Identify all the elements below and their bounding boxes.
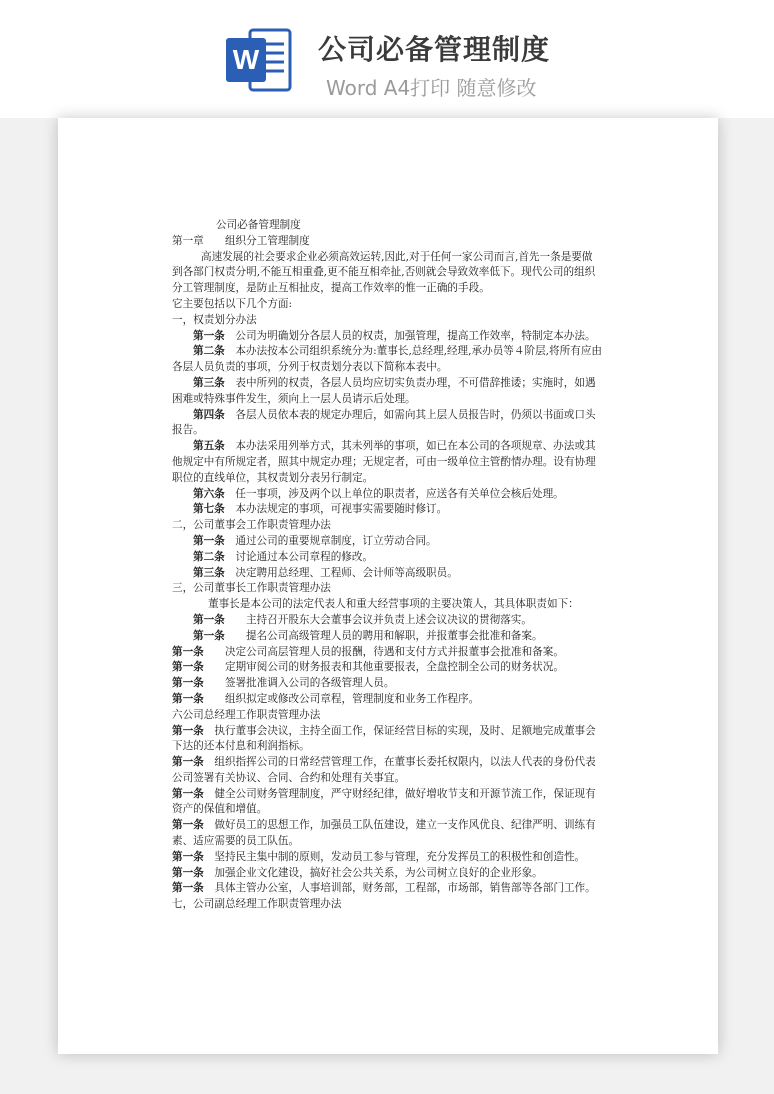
- section-2-articles: [172, 534, 602, 581]
- article-text: 做好员工的思想工作，加强员工队伍建设，建立一支作风优良、纪律严明、训练有素、适应需要的员工队伍。: [172, 819, 596, 848]
- article-item: [172, 329, 602, 345]
- article-label: 第一条: [193, 629, 225, 642]
- intro-paragraph: 高速发展的社会要求企业必须高效运转,因此,对于任何一家公司而言,首先一条是要做到各部门权责分明,不能互相重叠,更不能互相牵扯,否则就会导致效率低下。现代公司的组织分工管理制度，是防止互相扯皮，提高工作效率的惟一正确的手段。: [172, 250, 596, 295]
- article-item: [172, 408, 602, 440]
- article-item: [172, 724, 602, 756]
- article-label: 第五条: [193, 440, 225, 453]
- section-3-articles: [172, 645, 602, 708]
- article-text: 表中所列的权责，各层人员均应切实负责办理，不可借辞推诿；实施时，如遇困难或特殊事件发生，须向上一层人员请示后处理。: [172, 376, 596, 405]
- article-item: [172, 818, 602, 850]
- section-heading: 六公司总经理工作职责管理办法: [172, 708, 321, 721]
- article-item: [172, 755, 602, 787]
- article-text: 具体主管办公室，人事培训部，财务部，工程部，市场部，销售部等各部门工作。: [203, 882, 596, 895]
- chapter-heading: 第一章 组织分工管理制度: [172, 234, 310, 247]
- article-item: [172, 676, 602, 692]
- banner-subtitle: Word A4打印 随意修改: [326, 76, 537, 100]
- article-item: [172, 629, 602, 645]
- article-item: [172, 866, 602, 882]
- article-label: 第三条: [193, 566, 225, 579]
- article-label: 第一条: [172, 645, 204, 658]
- section-intro: 董事长是本公司的法定代表人和重大经营事项的主要决策人，其具体职责如下：: [208, 598, 579, 611]
- article-label: 第一条: [172, 866, 204, 879]
- article-item: [172, 344, 602, 376]
- article-text: 加强企业文化建设，搞好社会公共关系，为公司树立良好的企业形象。: [203, 866, 543, 879]
- article-item: [172, 439, 602, 486]
- article-label: 第一条: [172, 661, 204, 674]
- article-text: 提名公司高级管理人员的聘用和解职，并报董事会批准和备案。: [224, 629, 543, 642]
- article-label: 第一条: [193, 534, 225, 547]
- doc-title: 公司必备管理制度: [216, 219, 301, 231]
- article-item: [172, 850, 602, 866]
- article-text: 通过公司的重要规章制度，订立劳动合同。: [224, 534, 437, 547]
- section-heading: 一，权责划分办法: [172, 313, 257, 326]
- article-label: 第一条: [172, 882, 204, 895]
- article-text: 决定公司高层管理人员的报酬，待遇和支付方式并报董事会批准和备案。: [203, 645, 564, 658]
- article-text: 组织指挥公司的日常经营管理工作，在董事长委托权限内，以法人代表的身份代表公司签署有关协议、合同、合约和处理有关事宜。: [172, 756, 596, 784]
- article-label: 第一条: [172, 677, 204, 690]
- article-label: 第六条: [193, 487, 225, 500]
- section-3-indented-articles: [172, 613, 602, 645]
- article-label: 第一条: [172, 819, 204, 832]
- article-item: [172, 660, 602, 676]
- article-item: [172, 534, 602, 550]
- document-content: [172, 218, 602, 913]
- article-item: [172, 376, 602, 408]
- article-text: 执行董事会决议，主持全面工作，保证经营目标的实现，及时、足额地完成董事会下达的还本付息和利润指标。: [172, 724, 596, 753]
- article-text: 公司为明确划分各层人员的权责，加强管理，提高工作效率，特制定本办法。: [224, 329, 596, 342]
- article-text: 本办法采用列举方式，其未列举的事项，如已在本公司的各项规章、办法或其他规定中有所规定者，照其中规定办理；无规定者，可由一级单位主管酌情办理。设有协理职位的直线单位，其权责划分表另行制定。: [172, 440, 596, 484]
- article-label: 第三条: [193, 376, 225, 389]
- word-icon-letter: W: [232, 44, 260, 75]
- article-text: 本办法规定的事项，可视事实需要随时修订。: [224, 503, 448, 516]
- article-item: [172, 550, 602, 566]
- article-text: 定期审阅公司的财务报表和其他重要报表，全盘控制全公司的财务状况。: [203, 661, 564, 674]
- article-label: 第二条: [193, 550, 225, 563]
- section-heading: 七，公司副总经理工作职责管理办法: [172, 898, 342, 911]
- article-text: 任一事项，涉及两个以上单位的职责者，应送各有关单位会核后处理。: [224, 487, 564, 500]
- article-text: 主持召开股东大会董事会议并负责上述会议决议的贯彻落实。: [224, 613, 532, 626]
- article-item: [172, 566, 602, 582]
- article-item: [172, 692, 602, 708]
- article-label: 第四条: [193, 408, 225, 421]
- article-label: 第一条: [193, 613, 225, 626]
- article-label: 第一条: [172, 787, 204, 800]
- article-label: 第一条: [193, 329, 225, 342]
- section-heading: 二，公司董事会工作职责管理办法: [172, 519, 331, 532]
- article-text: 健全公司财务管理制度，严守财经纪律，做好增收节支和开源节流工作，保证现有资产的保值和增值。: [172, 787, 596, 816]
- article-item: [172, 881, 602, 897]
- article-label: 第一条: [172, 756, 204, 769]
- article-label: 第一条: [172, 850, 204, 863]
- banner: [0, 0, 774, 118]
- article-text: 各层人员依本表的规定办理后，如需向其上层人员报告时，仍须以书面或口头报告。: [172, 408, 596, 437]
- article-item: [172, 613, 602, 629]
- word-doc-icon: [222, 24, 294, 96]
- article-text: 决定聘用总经理、工程师、会计师等高级职员。: [224, 566, 458, 579]
- article-item: [172, 645, 602, 661]
- article-text: 组织拟定或修改公司章程，管理制度和业务工作程序。: [203, 692, 480, 705]
- document-page: [58, 118, 718, 1054]
- section-1-articles: [172, 329, 602, 519]
- section-heading: 三，公司董事长工作职责管理办法: [172, 582, 331, 595]
- article-text: 本办法按本公司组织系统分为:董事长,总经理,经理,承办员等４阶层,将所有应由各层人员负责的事项，分列于权责划分表以下简称本表中。: [172, 345, 603, 374]
- article-item: [172, 487, 602, 503]
- article-label: 第二条: [193, 345, 225, 358]
- article-text: 签署批准调入公司的各级管理人员。: [203, 677, 395, 690]
- section-6-articles: [172, 724, 602, 898]
- article-label: 第一条: [172, 692, 204, 705]
- article-label: 第七条: [193, 503, 225, 516]
- article-label: 第一条: [172, 724, 204, 737]
- article-text: 坚持民主集中制的原则，发动员工参与管理，充分发挥员工的积极性和创造性。: [203, 850, 586, 863]
- article-text: 讨论通过本公司章程的修改。: [224, 550, 374, 563]
- article-item: [172, 502, 602, 518]
- banner-title: 公司必备管理制度: [318, 33, 551, 66]
- intro-paragraph-2: 它主要包括以下几个方面:: [172, 297, 293, 310]
- article-item: [172, 787, 602, 819]
